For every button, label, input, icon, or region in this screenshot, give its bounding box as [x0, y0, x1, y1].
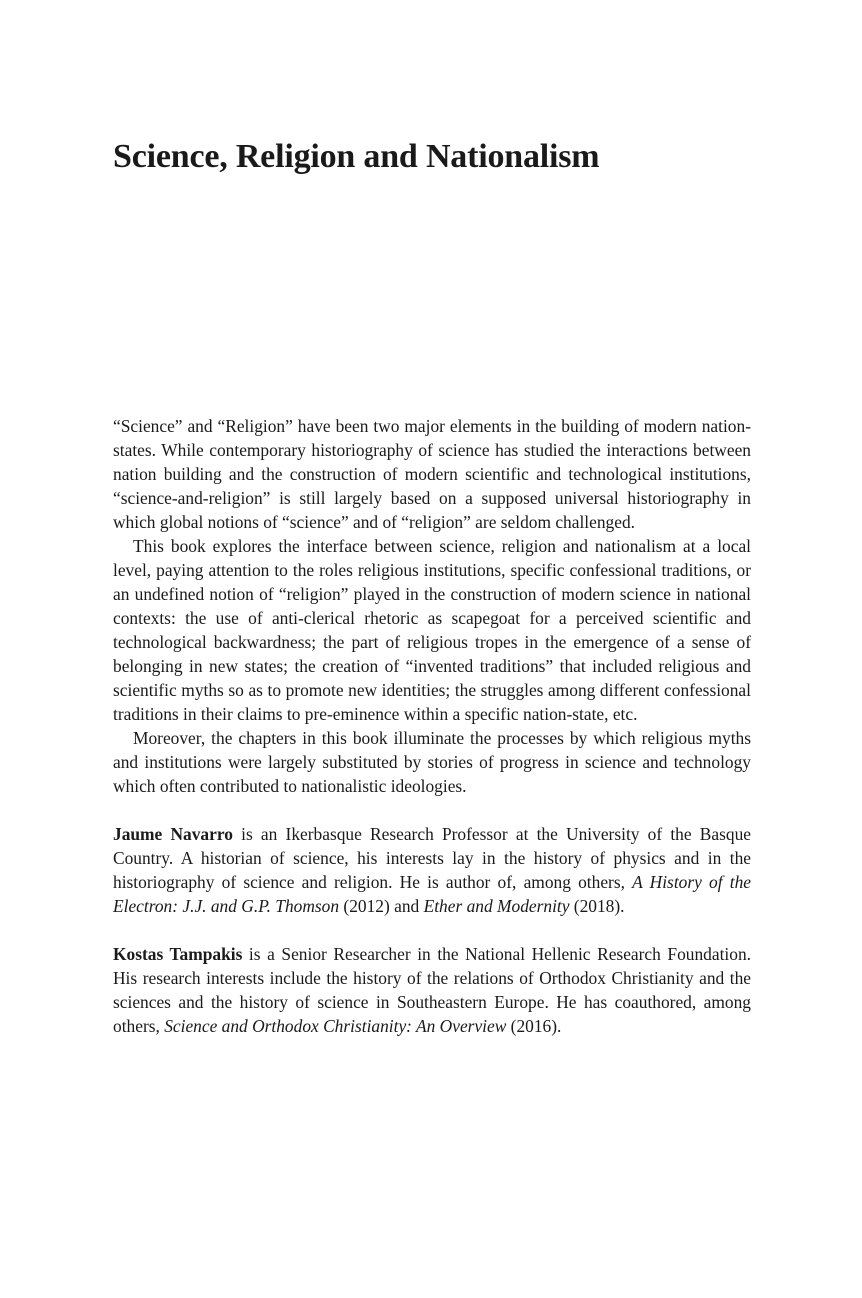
author-bio-navarro: [113, 822, 751, 918]
book-title-italic: Ether and Modernity: [423, 896, 570, 916]
book-title-italic: A History of the Electron: J.J. and G.P. Thomson: [113, 872, 752, 916]
back-cover-text: [113, 414, 751, 1038]
author-bio-tampakis: [113, 942, 751, 1038]
section-spacer: [113, 798, 751, 822]
author-bio-text: is a Senior Researcher in the National Hellenic Research Foundation. His research interests include the history of the relations of Orthodox Christianity and the sciences and the history of science in Southeastern Europe. He has coauthored, among others,: [113, 944, 751, 1036]
blurb-paragraph-3: Moreover, the chapters in this book illuminate the processes by which religious myths and institutions were largely substituted by stories of progress in science and technology which often contributed to nationalistic ideologies.: [113, 728, 751, 796]
author-bio-text: (2012) and: [339, 896, 424, 916]
blurb-paragraph-1: “Science” and “Religion” have been two major elements in the building of modern nation-states. While contemporary historiography of science has studied the interactions between nation building and the construction of modern scientific and technological institutions, “science-and-religion” is still largely based on a supposed universal historiography in which global notions of “science” and of “religion” are seldom challenged.: [113, 416, 751, 532]
section-spacer: [113, 918, 751, 942]
book-title-italic: Science and Orthodox Christianity: An Overview: [164, 1016, 507, 1036]
book-title: Science, Religion and Nationalism: [113, 138, 600, 175]
blurb-paragraph-2: This book explores the interface between science, religion and nationalism at a local level, paying attention to the roles religious institutions, specific confessional traditions, or an undefined notion of “religion” played in the construction of modern science in national contexts: the use of anti-clerical rhetoric as scapegoat for a perceived scientific and technological backwardness; the part of religious tropes in the emergence of a sense of belonging in new states; the creation of “invented traditions” that included religious and scientific myths so as to promote new identities; the struggles among different confessional traditions in their claims to pre-eminence within a specific nation-state, etc.: [113, 536, 751, 724]
author-name: Kostas Tampakis: [113, 944, 243, 964]
author-name: Jaume Navarro: [113, 824, 233, 844]
author-bio-text: (2016).: [506, 1016, 562, 1036]
author-bio-text: (2018).: [569, 896, 625, 916]
author-bio-text: is an Ikerbasque Research Professor at the University of the Basque Country. A historian of science, his interests lay in the history of physics and in the historiography of science and religion. He is author of, among others,: [113, 824, 751, 892]
